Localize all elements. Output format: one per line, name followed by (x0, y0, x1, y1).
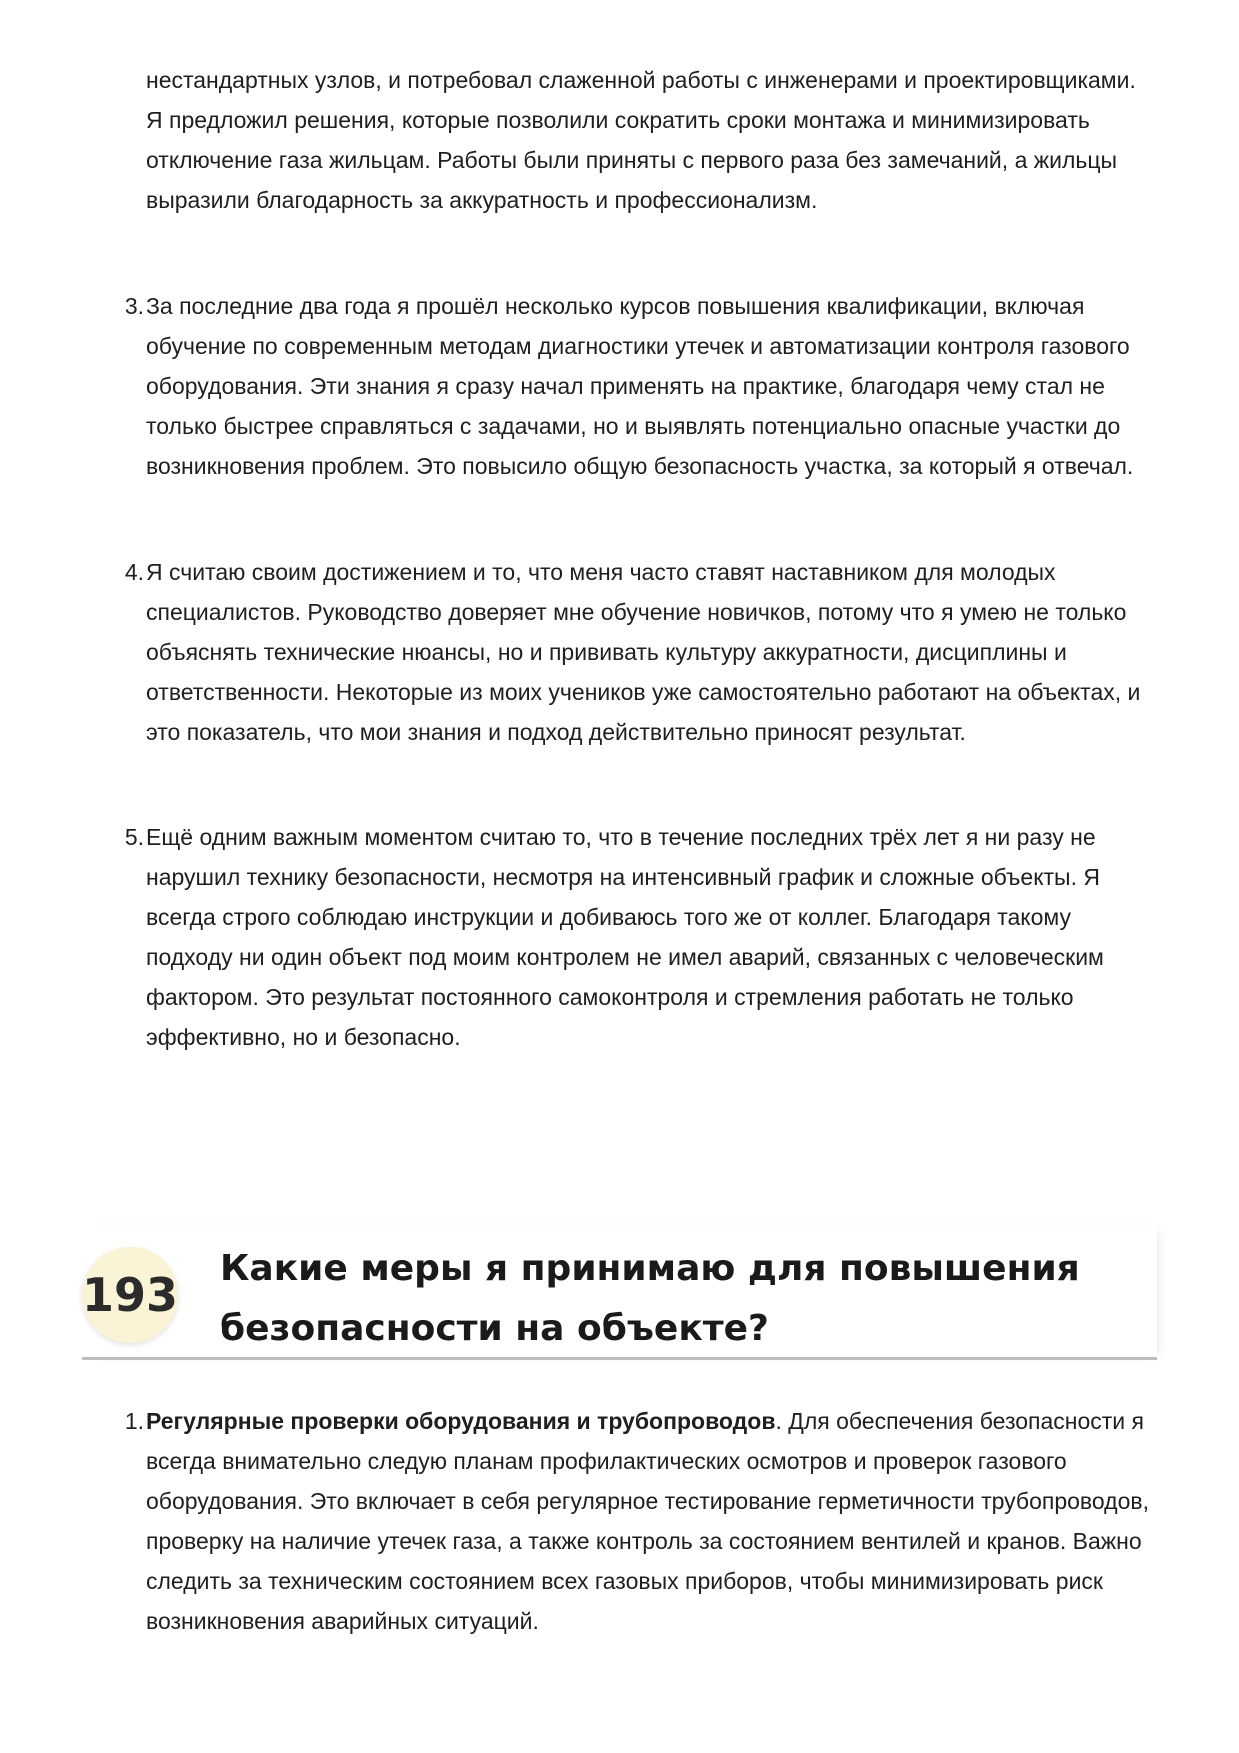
list-item-number: 1. (124, 1408, 144, 1434)
list-item-number: 3. (124, 293, 144, 319)
list-item-number: 4. (124, 559, 144, 585)
list-item-text: Я считаю своим достижением и то, что меня часто ставят наставником для молодых специалистов. Руководство доверяет мне обучение новичков, потому что я умею не только объяснять технические нюансы, но и прививать культуру аккуратности, дисциплины и ответственности. Некоторые из моих учеников уже самостоятельно работают на объектах, и это показатель, что мои знания и подход действительно приносят результат. (146, 559, 1141, 745)
section-title: Какие меры я принимаю для повышения безопасности на объекте? (220, 1248, 1080, 1349)
list-item-text: Ещё одним важным моментом считаю то, что в течение последних трёх лет я ни разу не нарушил технику безопасности, несмотря на интенсивный график и сложные объекты. Я всегда строго соблюдаю инструкции и добиваюсь того же от коллег. Благодаря такому подходу ни один объект под моим контролем не имел аварий, связанных с человеческим фактором. Это результат постоянного самоконтроля и стремления работать не только эффективно, но и безопасно. (146, 824, 1104, 1050)
list-item-bold-heading: Регулярные проверки оборудования и трубопроводов (146, 1408, 776, 1434)
continued-paragraph: нестандартных узлов, и потребовал слаженной работы с инженерами и проектировщиками. Я предложил решения, которые позволили сократить сроки монтажа и минимизировать отключение газа жильцам. Работы были приняты с первого раза без замечаний, а жильцы выразили благодарность за аккуратность и профессионализм. (146, 67, 1136, 213)
list-item-number: 5. (124, 824, 144, 850)
list-item (124, 286, 1156, 486)
list-item-text: . Для обеспечения безопасности я всегда внимательно следую планам профилактических осмотров и проверок газового оборудования. Это включает в себя регулярное тестирование герметичности трубопроводов, проверку на наличие утечек газа, а также контроль за состоянием вентилей и кранов. Важно следить за техническим состоянием всех газовых приборов, чтобы минимизировать риск возникновения аварийных ситуаций. (146, 1408, 1150, 1634)
list-item-text: За последние два года я прошёл несколько курсов повышения квалификации, включая обучение по современным методам диагностики утечек и автоматизации контроля газового оборудования. Эти знания я сразу начал применять на практике, благодаря чему стал не только быстрее справляться с задачами, но и выявлять потенциально опасные участки до возникновения проблем. Это повысило общую безопасность участка, за который я отвечал. (146, 293, 1134, 479)
list-item (124, 1401, 1156, 1641)
list-item (124, 552, 1156, 752)
list-item (124, 817, 1156, 1057)
section-number-badge: 193 (82, 1247, 178, 1343)
section-header (82, 1225, 1157, 1360)
